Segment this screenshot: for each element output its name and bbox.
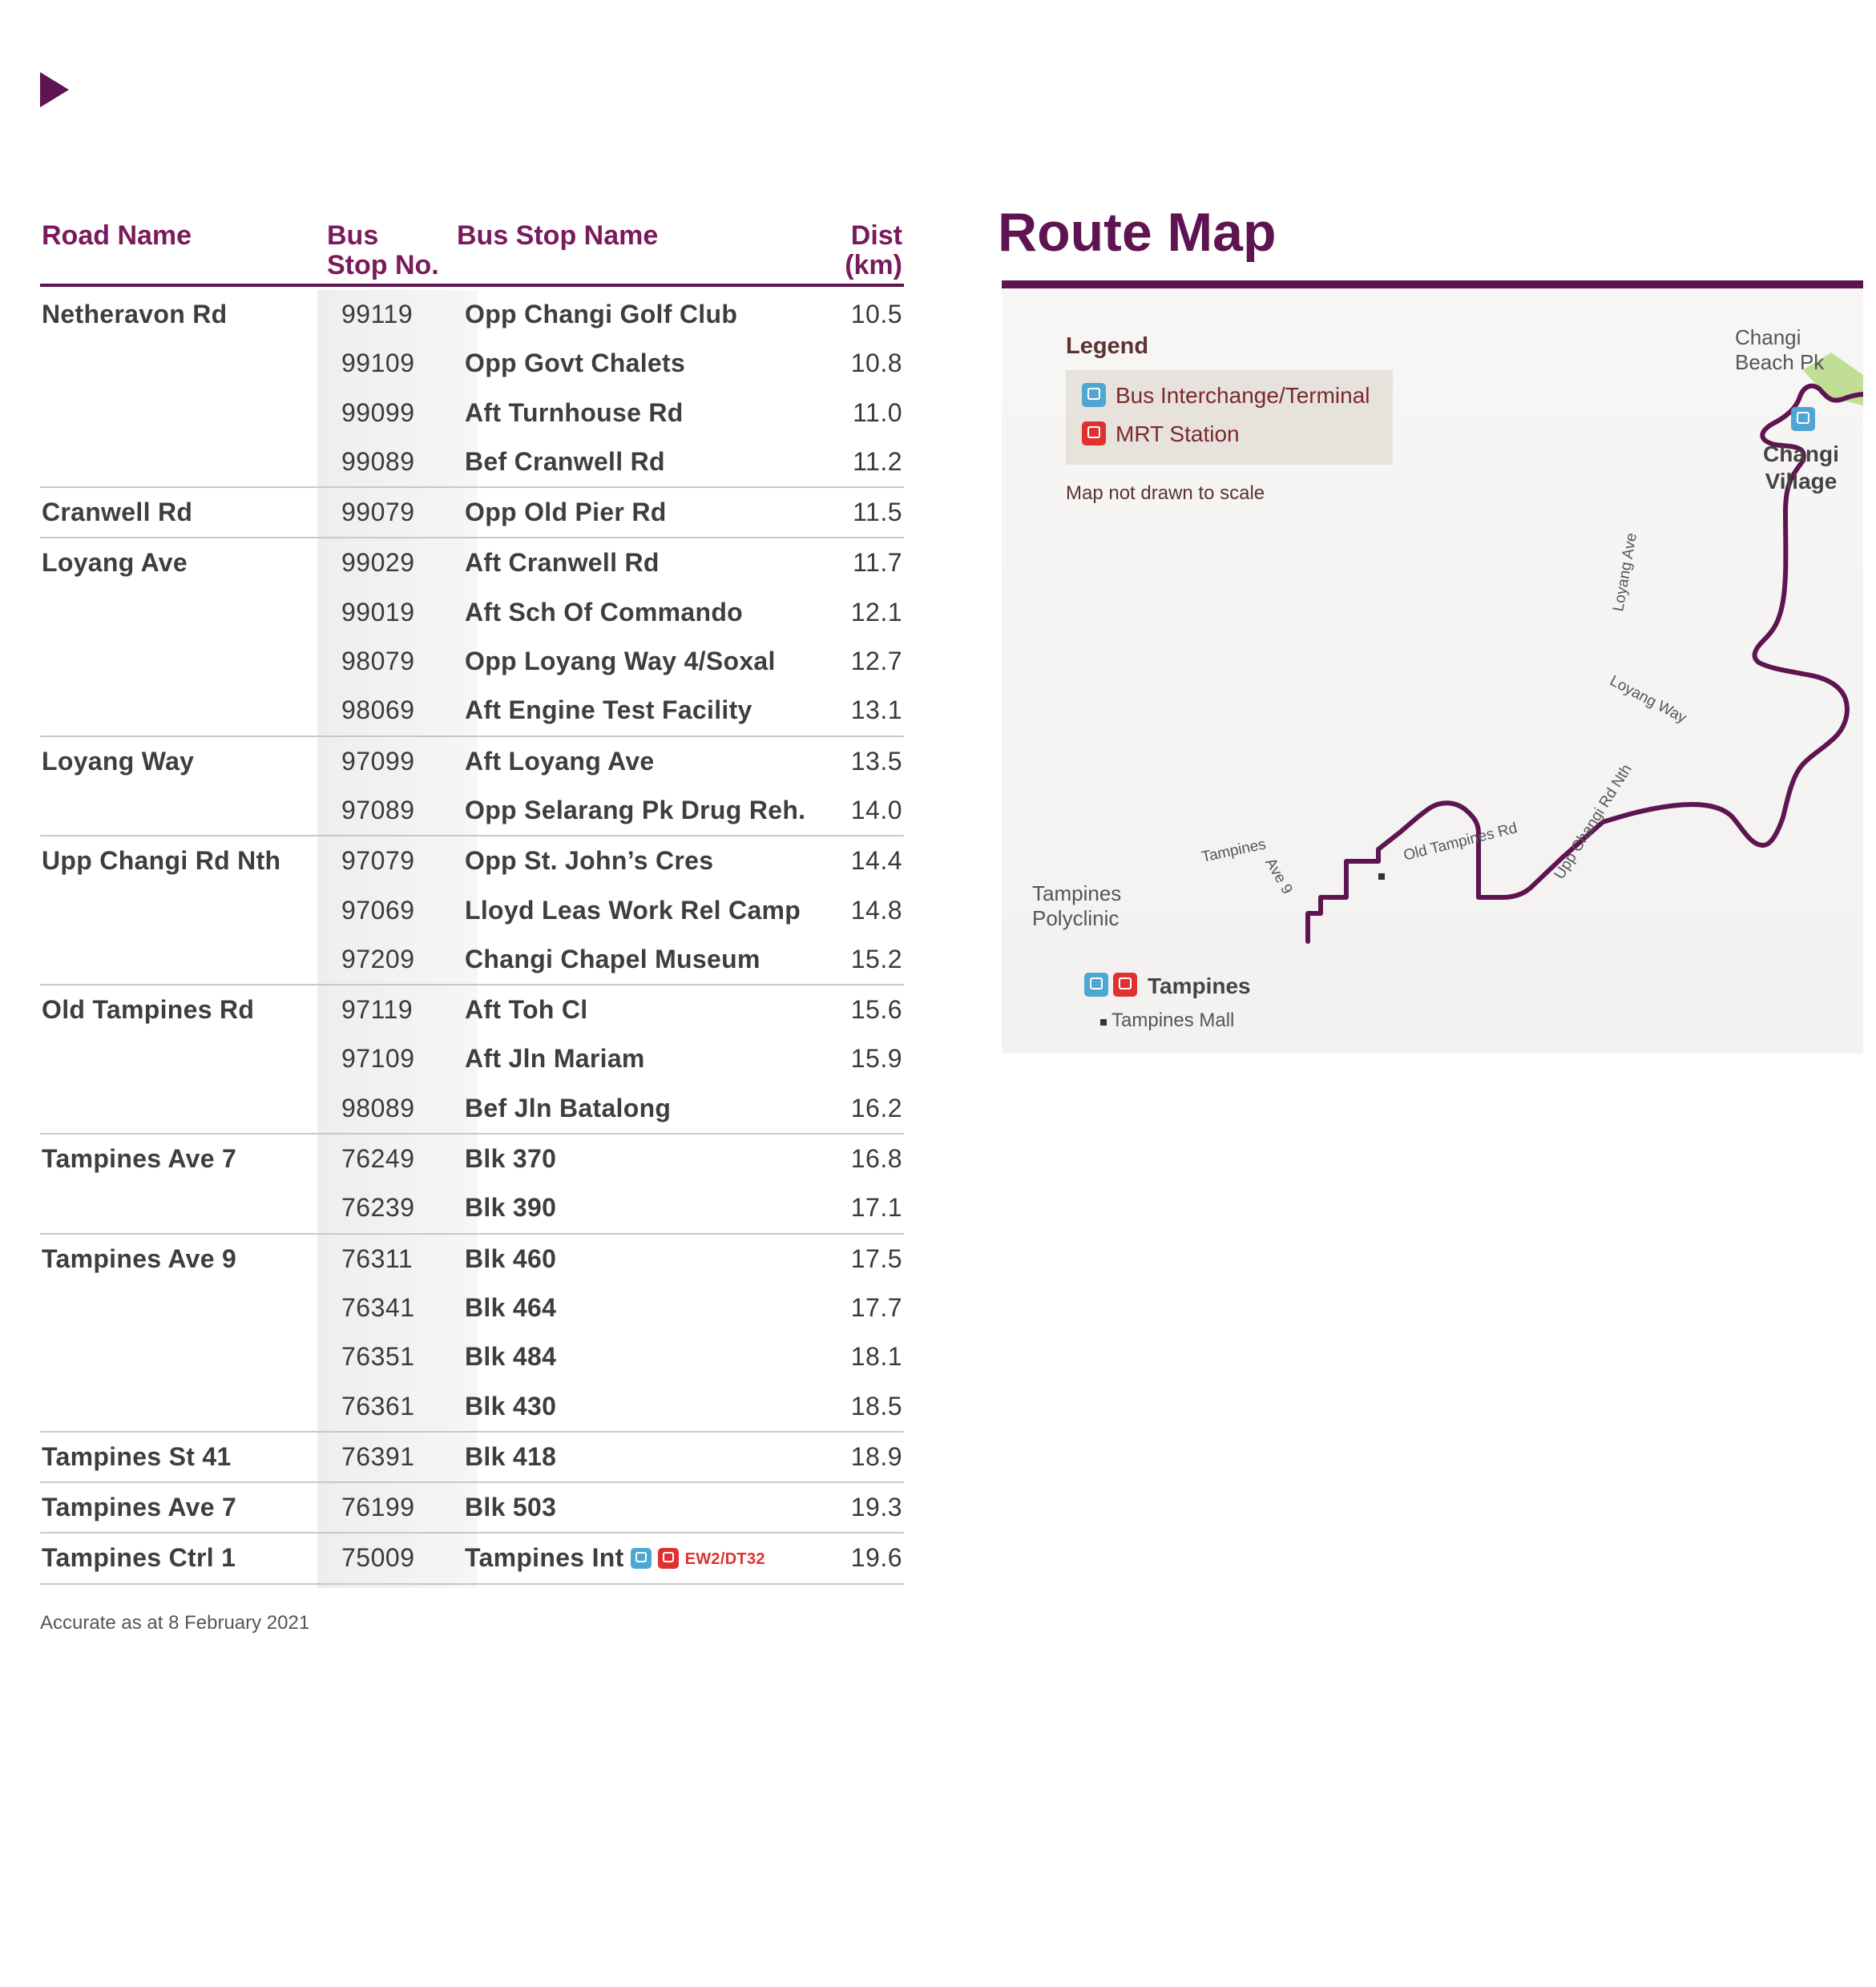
bus-stop-name-cell bbox=[465, 836, 713, 885]
polyclinic-marker bbox=[1378, 873, 1385, 880]
table-row bbox=[40, 1284, 904, 1332]
table-row bbox=[40, 389, 904, 437]
bus-stop-number: 97109 bbox=[341, 1044, 415, 1074]
road-label-tampines-ave-9-a: Tampines bbox=[1200, 836, 1268, 866]
distance-km: 11.2 bbox=[853, 446, 902, 476]
table-row bbox=[40, 1084, 904, 1133]
bus-stop-number: 97079 bbox=[341, 846, 415, 876]
bus-stop-name-cell bbox=[465, 1382, 556, 1431]
table-row bbox=[40, 486, 904, 537]
bus-stop-number: 76199 bbox=[341, 1493, 415, 1522]
table-row bbox=[40, 1481, 904, 1532]
header-distance: Dist (km) bbox=[845, 220, 902, 280]
bus-stop-name: Aft Engine Test Facility bbox=[465, 695, 752, 725]
bus-stop-name-cell bbox=[465, 437, 665, 486]
road-name: Netheravon Rd bbox=[42, 300, 228, 328]
bus-stop-name: Opp Selarang Pk Drug Reh. bbox=[465, 795, 806, 824]
bus-stop-number: 97069 bbox=[341, 895, 415, 925]
bus-stop-name-cell bbox=[465, 985, 587, 1034]
bus-stop-name: Bef Jln Batalong bbox=[465, 1093, 672, 1122]
bus-stop-name: Opp Old Pier Rd bbox=[465, 498, 667, 527]
table-row bbox=[40, 686, 904, 735]
bus-stop-name: Opp Loyang Way 4/Soxal bbox=[465, 647, 776, 676]
bus-stop-name: Opp Changi Golf Club bbox=[465, 300, 738, 328]
bus-stop-number: 99109 bbox=[341, 349, 415, 378]
bus-stop-name: Blk 390 bbox=[465, 1193, 557, 1223]
distance-km: 18.9 bbox=[850, 1441, 902, 1471]
table-row bbox=[40, 437, 904, 486]
distance-km: 15.2 bbox=[850, 944, 902, 973]
road-name: Cranwell Rd bbox=[42, 498, 193, 527]
label-tampines-mall: Tampines Mall bbox=[1111, 1010, 1235, 1031]
table-row bbox=[40, 1382, 904, 1431]
table-row bbox=[40, 290, 904, 339]
bus-stop-number: 99099 bbox=[341, 397, 415, 427]
table-row bbox=[40, 1431, 904, 1481]
road-name: Loyang Ave bbox=[42, 548, 188, 578]
bus-stop-number: 76239 bbox=[341, 1193, 415, 1223]
table-row bbox=[40, 588, 904, 637]
bus-stop-table bbox=[40, 216, 904, 1573]
table-row bbox=[40, 1532, 904, 1584]
legend-bus-interchange: Bus Interchange/Terminal bbox=[1082, 383, 1370, 409]
road-name: Tampines Ave 7 bbox=[42, 1493, 237, 1522]
bus-stop-number: 76391 bbox=[341, 1441, 415, 1471]
bus-stop-name: Blk 460 bbox=[465, 1243, 557, 1273]
bus-stop-name-cell bbox=[465, 686, 752, 735]
distance-km: 10.8 bbox=[850, 349, 902, 378]
bus-stop-name: Changi Chapel Museum bbox=[465, 944, 760, 973]
bus-stop-number: 76249 bbox=[341, 1144, 415, 1174]
bus-stop-name-cell bbox=[465, 488, 667, 537]
bus-stop-name: Blk 430 bbox=[465, 1391, 557, 1421]
mrt-station-icon bbox=[1082, 421, 1106, 445]
distance-km: 10.5 bbox=[850, 300, 902, 328]
bus-stop-name-cell bbox=[465, 935, 760, 984]
mrt-station-code: EW2/DT32 bbox=[684, 1550, 765, 1569]
bus-stop-number: 99089 bbox=[341, 446, 415, 476]
bus-stop-number: 98089 bbox=[341, 1093, 415, 1122]
distance-km: 18.5 bbox=[850, 1391, 902, 1421]
road-label-loyang-way: Loyang Way bbox=[1607, 672, 1689, 727]
table-row bbox=[40, 637, 904, 686]
road-name: Tampines Ave 7 bbox=[42, 1144, 237, 1174]
distance-km: 12.1 bbox=[850, 597, 902, 627]
table-row bbox=[40, 786, 904, 835]
bus-stop-number: 76311 bbox=[341, 1243, 414, 1273]
bus-stop-name-cell bbox=[465, 290, 737, 339]
road-name: Tampines Ctrl 1 bbox=[42, 1543, 236, 1573]
distance-km: 17.7 bbox=[850, 1292, 902, 1322]
label-changi-village: Changi Village bbox=[1763, 441, 1839, 494]
bus-stop-name-cell bbox=[465, 1534, 765, 1584]
bus-stop-name: Tampines Int bbox=[465, 1543, 624, 1573]
route-map-rule bbox=[1002, 280, 1863, 288]
bus-stop-name-cell bbox=[465, 637, 776, 686]
section-arrow-icon bbox=[40, 72, 69, 107]
bus-stop-name: Aft Cranwell Rd bbox=[465, 548, 660, 578]
header-stop-name: Bus Stop Name bbox=[457, 220, 659, 251]
road-name: Tampines Ave 9 bbox=[42, 1243, 237, 1273]
table-row bbox=[40, 886, 904, 935]
bus-stop-name: Opp St. John’s Cres bbox=[465, 846, 714, 876]
distance-km: 16.2 bbox=[850, 1093, 902, 1122]
header-road-name: Road Name bbox=[42, 220, 192, 251]
bus-stop-number: 99119 bbox=[341, 300, 414, 328]
bus-interchange-icon bbox=[1791, 407, 1815, 431]
bus-stop-number: 97099 bbox=[341, 746, 415, 776]
bus-stop-number: 76341 bbox=[341, 1292, 415, 1322]
bus-stop-number: 76351 bbox=[341, 1342, 415, 1372]
table-body bbox=[40, 290, 904, 1585]
changi-village-terminal-marker bbox=[1791, 407, 1815, 433]
distance-km: 18.1 bbox=[850, 1342, 902, 1372]
bus-stop-name: Blk 370 bbox=[465, 1144, 557, 1174]
label-changi-beach-park: Changi Beach Pk bbox=[1735, 325, 1825, 374]
road-label-old-tampines-rd: Old Tampines Rd bbox=[1402, 820, 1519, 865]
table-row bbox=[40, 1332, 904, 1381]
table-row bbox=[40, 1233, 904, 1284]
label-tampines-polyclinic: Tampines Polyclinic bbox=[1032, 881, 1122, 930]
header-stop-no: Bus Stop No. bbox=[327, 220, 439, 280]
distance-km: 19.6 bbox=[850, 1543, 902, 1573]
bus-stop-name: Blk 484 bbox=[465, 1342, 557, 1372]
bus-stop-name: Opp Govt Chalets bbox=[465, 349, 686, 378]
road-name: Tampines St 41 bbox=[42, 1441, 232, 1471]
bus-stop-name-cell bbox=[465, 1034, 645, 1083]
road-name: Old Tampines Rd bbox=[42, 995, 255, 1025]
accuracy-note: Accurate as at 8 February 2021 bbox=[40, 1612, 310, 1634]
bus-stop-name-cell bbox=[465, 737, 655, 786]
tampines-interchange-marker bbox=[1084, 973, 1137, 998]
table-row bbox=[40, 1034, 904, 1083]
bus-stop-name-cell bbox=[465, 1483, 556, 1532]
mrt-station-icon bbox=[1113, 973, 1137, 997]
label-tampines: Tampines bbox=[1148, 973, 1251, 998]
table-row bbox=[40, 984, 904, 1034]
bus-stop-name-cell bbox=[465, 1433, 556, 1481]
bus-stop-name: Aft Loyang Ave bbox=[465, 746, 655, 776]
bus-stop-name: Aft Sch Of Commando bbox=[465, 597, 744, 627]
table-row bbox=[40, 1133, 904, 1183]
bus-stop-name-cell bbox=[465, 538, 660, 587]
bus-stop-number: 98069 bbox=[341, 695, 415, 725]
bus-stop-number: 75009 bbox=[341, 1543, 415, 1573]
bus-stop-number: 97119 bbox=[341, 995, 414, 1025]
bus-stop-number: 99029 bbox=[341, 548, 415, 578]
distance-km: 15.9 bbox=[850, 1044, 902, 1074]
road-label-loyang-ave: Loyang Ave bbox=[1610, 531, 1641, 613]
distance-km: 14.0 bbox=[850, 795, 902, 824]
bus-interchange-icon bbox=[631, 1548, 652, 1569]
bus-stop-name-cell bbox=[465, 389, 684, 437]
distance-km: 12.7 bbox=[850, 647, 902, 676]
table-row bbox=[40, 537, 904, 587]
bus-stop-number: 97209 bbox=[341, 944, 415, 973]
bus-stop-name-cell bbox=[465, 1235, 556, 1284]
road-name: Upp Changi Rd Nth bbox=[42, 846, 281, 876]
distance-km: 17.5 bbox=[850, 1243, 902, 1273]
route-map-title: Route Map bbox=[998, 202, 1277, 263]
distance-km: 14.4 bbox=[850, 846, 902, 876]
bus-stop-name-cell bbox=[465, 1183, 556, 1232]
bus-stop-number: 98079 bbox=[341, 647, 415, 676]
table-row bbox=[40, 1183, 904, 1232]
bus-stop-name-cell bbox=[465, 786, 805, 835]
road-name: Loyang Way bbox=[42, 746, 195, 776]
bus-stop-name: Blk 464 bbox=[465, 1292, 557, 1322]
bus-interchange-icon bbox=[1084, 973, 1108, 997]
table-row bbox=[40, 339, 904, 388]
bus-stop-number: 76361 bbox=[341, 1391, 415, 1421]
distance-km: 13.1 bbox=[850, 695, 902, 725]
bus-stop-number: 99019 bbox=[341, 597, 415, 627]
table-row bbox=[40, 935, 904, 984]
bus-stop-name-cell bbox=[465, 1084, 671, 1133]
bus-stop-name: Bef Cranwell Rd bbox=[465, 446, 665, 476]
mrt-station-icon bbox=[658, 1548, 679, 1569]
bus-stop-number: 97089 bbox=[341, 795, 415, 824]
legend-mrt-station: MRT Station bbox=[1082, 421, 1240, 447]
bus-stop-name: Aft Jln Mariam bbox=[465, 1044, 645, 1074]
distance-km: 19.3 bbox=[850, 1493, 902, 1522]
distance-km: 11.7 bbox=[853, 548, 902, 578]
bus-stop-name-cell bbox=[465, 886, 801, 935]
scale-note: Map not drawn to scale bbox=[1066, 482, 1265, 504]
road-label-tampines-ave-9-b: Ave 9 bbox=[1261, 855, 1296, 897]
bus-stop-number: 99079 bbox=[341, 498, 415, 527]
bus-stop-name: Blk 418 bbox=[465, 1441, 557, 1471]
table-row bbox=[40, 736, 904, 786]
road-label-upp-changi-rd-nth: Upp Changi Rd Nth bbox=[1551, 761, 1636, 883]
distance-km: 13.5 bbox=[850, 746, 902, 776]
legend-title: Legend bbox=[1066, 333, 1149, 359]
bus-stop-name: Blk 503 bbox=[465, 1493, 557, 1522]
distance-km: 17.1 bbox=[850, 1193, 902, 1223]
bus-stop-name-cell bbox=[465, 588, 743, 637]
bus-stop-name-cell bbox=[465, 1284, 556, 1332]
distance-km: 15.6 bbox=[850, 995, 902, 1025]
distance-km: 11.5 bbox=[853, 498, 902, 527]
table-header bbox=[40, 216, 904, 287]
distance-km: 16.8 bbox=[850, 1144, 902, 1174]
bus-stop-name-cell bbox=[465, 339, 685, 388]
bus-interchange-icon bbox=[1082, 383, 1106, 407]
distance-km: 11.0 bbox=[853, 397, 902, 427]
bus-stop-name-cell bbox=[465, 1135, 556, 1183]
bus-stop-name-cell bbox=[465, 1332, 556, 1381]
bus-stop-name: Lloyd Leas Work Rel Camp bbox=[465, 895, 801, 925]
bus-stop-name: Aft Turnhouse Rd bbox=[465, 397, 684, 427]
bus-stop-name: Aft Toh Cl bbox=[465, 995, 588, 1025]
distance-km: 14.8 bbox=[850, 895, 902, 925]
tampines-mall-marker bbox=[1100, 1019, 1107, 1026]
table-row bbox=[40, 835, 904, 885]
